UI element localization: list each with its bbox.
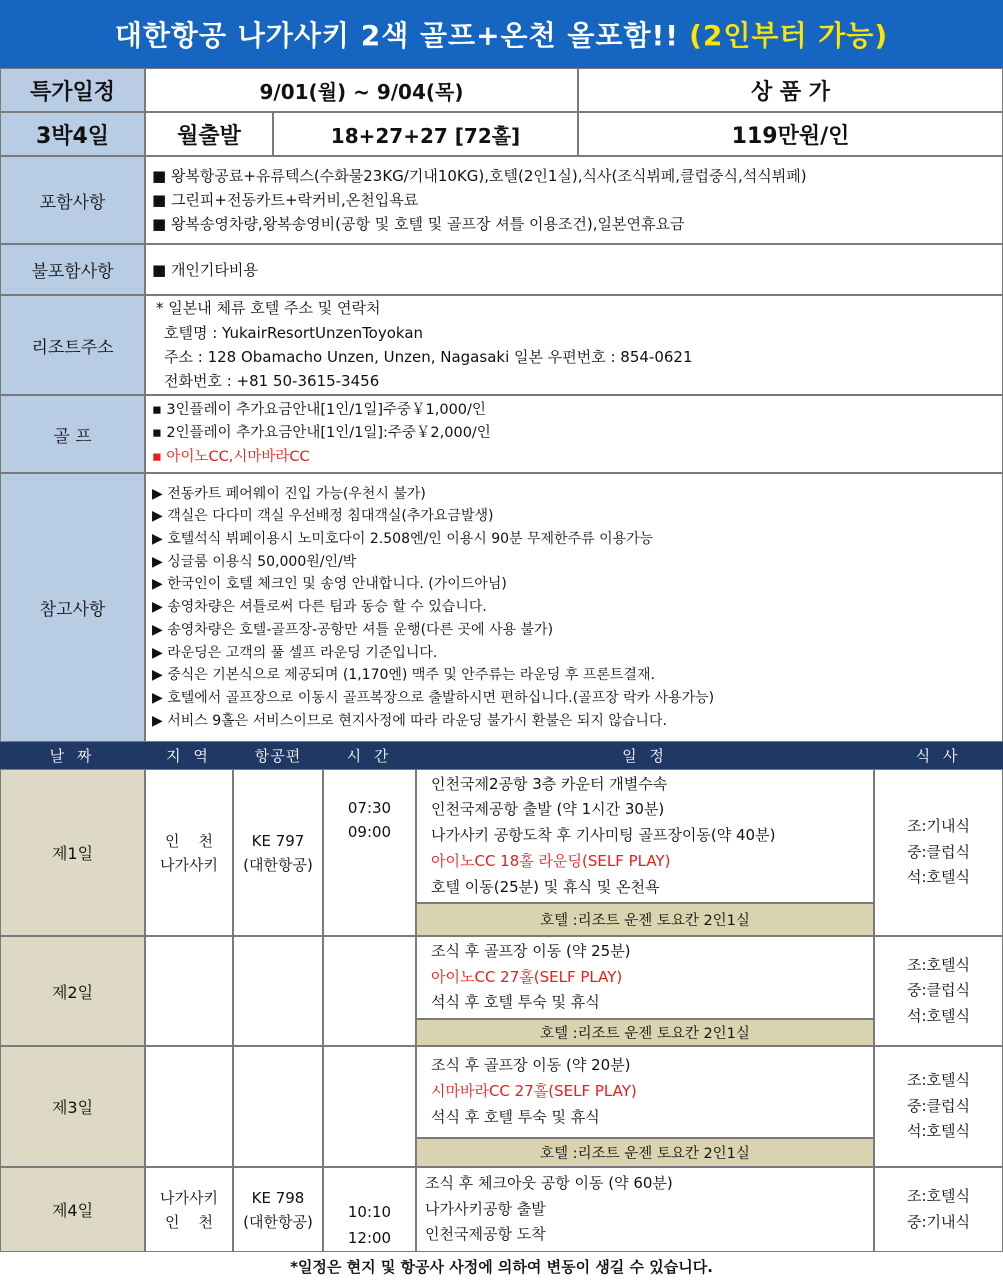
header-meals: 식 사 (874, 742, 1003, 769)
header-time: 시 간 (323, 742, 416, 769)
schedule-line: 아이노CC 27홀(SELF PLAY) (431, 967, 623, 986)
meal-line: 석:호텔식 (906, 1006, 970, 1025)
day-flight (233, 1167, 323, 1252)
meal-line: 중:클럽식 (906, 1096, 970, 1115)
schedule-line: 인천국제공항 도착 (425, 1225, 546, 1244)
day-flight (233, 936, 323, 1046)
header-date: 날 짜 (0, 742, 145, 769)
hotel-address: 주소 : 128 Obamacho Unzen, Unzen, Nagasaki 일본 우편번호 : 854-0621 (164, 348, 693, 366)
flight-number: KE 798 (251, 1188, 305, 1207)
meal-line: 조:호텔식 (906, 1187, 970, 1205)
airline: (대한항공) (243, 1212, 313, 1231)
day-time (323, 936, 416, 1046)
excluded-item: ■ 개인기타비용 (152, 260, 258, 279)
nights-label: 3박4일 (0, 112, 145, 156)
day-time (323, 769, 416, 936)
note-item: ▶ 서비스 9홀은 서비스이므로 현지사정에 따라 라운딩 불가시 환불은 되지 않습니다. (152, 712, 667, 729)
holes-count: 18+27+27 [72홀] (273, 112, 578, 156)
day-schedule (416, 769, 874, 903)
included-item: ■ 그린피+전동카트+락커비,온천입욕료 (152, 191, 419, 209)
day-schedule (416, 1167, 874, 1252)
meal-line: 석:호텔식 (906, 868, 970, 887)
schedule-line: 석식 후 호텔 투숙 및 휴식 (431, 993, 600, 1012)
note-item: ▶ 한국인이 호텔 체크인 및 송영 안내합니다. (가이드아님) (152, 576, 507, 593)
golf-info (145, 395, 1003, 473)
day-time (323, 1167, 416, 1252)
schedule-line: 석식 후 호텔 투숙 및 휴식 (431, 1107, 600, 1126)
header-region: 지 역 (145, 742, 233, 769)
day-region (145, 936, 233, 1046)
day-meals (874, 1046, 1003, 1167)
special-label: 특가일정 (0, 68, 145, 112)
golf-label: 골 프 (0, 395, 145, 473)
note-item: ▶ 중식은 기본식으로 제공되며 (1,170엔) 맥주 및 안주류는 라운딩 후 프론트결재. (152, 667, 655, 684)
resort-info (145, 295, 1003, 395)
title-main: 대한항공 나가사키 2색 골프+온천 올포함!! (114, 19, 680, 52)
day-label: 제2일 (0, 936, 145, 1046)
day-time (323, 1046, 416, 1167)
day-label: 제1일 (0, 769, 145, 936)
day-schedule (416, 936, 874, 1019)
region-line: 인 천 (164, 1212, 214, 1231)
included-list (145, 156, 1003, 244)
meal-line: 석:호텔식 (906, 1122, 970, 1141)
meal-line: 중:클럽식 (906, 842, 970, 861)
meal-line: 조:호텔식 (906, 1071, 970, 1090)
flight-number: KE 797 (251, 831, 305, 850)
product-label: 상 품 가 (578, 68, 1003, 112)
schedule-line: 시마바라CC 27홀(SELF PLAY) (431, 1082, 637, 1101)
hotel-name: 호텔명 : YukairResortUnzenToyokan (164, 323, 424, 342)
note-item: ▶ 송영차량은 호텔-골프장-공항만 셔틀 운행(다른 곳에 사용 불가) (152, 621, 554, 638)
excluded-list (145, 244, 1003, 295)
time-value: 09:00 (347, 823, 392, 841)
schedule-line: 조식 후 골프장 이동 (약 20분) (431, 1056, 631, 1075)
day-flight (233, 769, 323, 936)
schedule-line: 조식 후 체크아웃 공항 이동 (약 60분) (425, 1173, 673, 1192)
day-meals (874, 936, 1003, 1046)
day-hotel: 호텔 :리조트 운젠 토요칸 2인1실 (416, 903, 874, 936)
day-meals (874, 769, 1003, 936)
departure-day: 월출발 (145, 112, 273, 156)
schedule-line: 아이노CC 18홀 라운딩(SELF PLAY) (431, 851, 671, 870)
resort-label: 리조트주소 (0, 295, 145, 395)
airline: (대한항공) (243, 855, 313, 874)
excluded-label: 불포함사항 (0, 244, 145, 295)
day-schedule (416, 1046, 874, 1138)
schedule-line: 인천국제2공항 3층 카운터 개별수속 (431, 774, 668, 793)
day-region (145, 1167, 233, 1252)
price: 119만원/인 (578, 112, 1003, 156)
schedule-line: 조식 후 골프장 이동 (약 25분) (431, 941, 631, 960)
time-value: 10:10 (347, 1203, 392, 1221)
note-item: ▶ 호텔에서 골프장으로 이동시 골프복장으로 출발하시면 편하십니다.(골프장 락카 사용가능) (152, 689, 715, 706)
resort-heading: * 일본내 체류 호텔 주소 및 연락처 (156, 299, 381, 318)
header-flight: 항공편 (233, 742, 323, 769)
day-hotel: 호텔 :리조트 운젠 토요칸 2인1실 (416, 1019, 874, 1046)
note-item: ▶ 라운딩은 고객의 풀 셀프 라운딩 기준입니다. (152, 644, 438, 661)
title-highlight: (2인부터 가능) (689, 19, 889, 52)
day-label: 제4일 (0, 1167, 145, 1252)
included-item: ■ 왕복항공료+유류텍스(수화물23KG/기내10KG),호텔(2인1실),식사(조식뷔페,클럽중식,석식뷔페) (152, 167, 807, 185)
day-region (145, 1046, 233, 1167)
time-value: 12:00 (347, 1228, 392, 1247)
meal-line: 중:기내식 (906, 1212, 970, 1231)
region-line: 나가사키 (160, 1188, 218, 1207)
region-line: 나가사키 (160, 855, 218, 874)
day-hotel: 호텔 :리조트 운젠 토요칸 2인1실 (416, 1138, 874, 1167)
meal-line: 조:호텔식 (906, 955, 970, 974)
note-item: ▶ 객실은 다다미 객실 우선배정 침대객실(추가요금발생) (152, 508, 494, 525)
time-value: 07:30 (347, 799, 392, 817)
note-item: ▶ 호텔석식 뷔페이용시 노미호다이 2.508엔/인 이용시 90분 무제한주류 이용가능 (152, 531, 654, 548)
meal-line: 조:기내식 (906, 817, 970, 836)
day-label: 제3일 (0, 1046, 145, 1167)
golf-courses: ▪ 아이노CC,시마바라CC (152, 448, 310, 465)
notes-list (145, 473, 1003, 742)
hotel-phone: 전화번호 : +81 50-3615-3456 (164, 372, 380, 391)
region-line: 인 천 (164, 831, 214, 850)
golf-item: ▪ 2인플레이 추가요금안내[1인/1일]:주중￥2,000/인 (152, 425, 491, 442)
golf-item: ▪ 3인플레이 추가요금안내[1인/1일]주중￥1,000/인 (152, 402, 486, 419)
schedule-line: 인천국제공항 출발 (약 1시간 30분) (431, 800, 665, 819)
included-item: ■ 왕복송영차량,왕복송영비(공항 및 호텔 및 골프장 셔틀 이용조건),일본연휴요금 (152, 215, 685, 233)
day-meals (874, 1167, 1003, 1252)
note-item: ▶ 송영차량은 셔틀로써 다른 팀과 동승 할 수 있습니다. (152, 599, 487, 616)
note-item: ▶ 싱글룸 이용식 50,000원/인/박 (152, 553, 357, 570)
header-schedule: 일 정 (416, 742, 874, 769)
day-flight (233, 1046, 323, 1167)
date-range: 9/01(월) ~ 9/04(목) (145, 68, 578, 112)
page-title (0, 0, 1003, 68)
notes-label: 참고사항 (0, 473, 145, 742)
schedule-line: 나가사키 공항도착 후 기사미팅 골프장이동(약 40분) (431, 826, 776, 845)
included-label: 포함사항 (0, 156, 145, 244)
note-item: ▶ 전동카트 페어웨이 진입 가능(우천시 불가) (152, 485, 426, 502)
meal-line: 중:클럽식 (906, 981, 970, 1000)
schedule-line: 나가사키공항 출발 (425, 1199, 546, 1218)
footer-note: *일정은 현지 및 항공사 사정에 의하여 변동이 생길 수 있습니다. (290, 1257, 713, 1276)
schedule-line: 호텔 이동(25분) 및 휴식 및 온천욕 (431, 877, 660, 896)
day-region (145, 769, 233, 936)
